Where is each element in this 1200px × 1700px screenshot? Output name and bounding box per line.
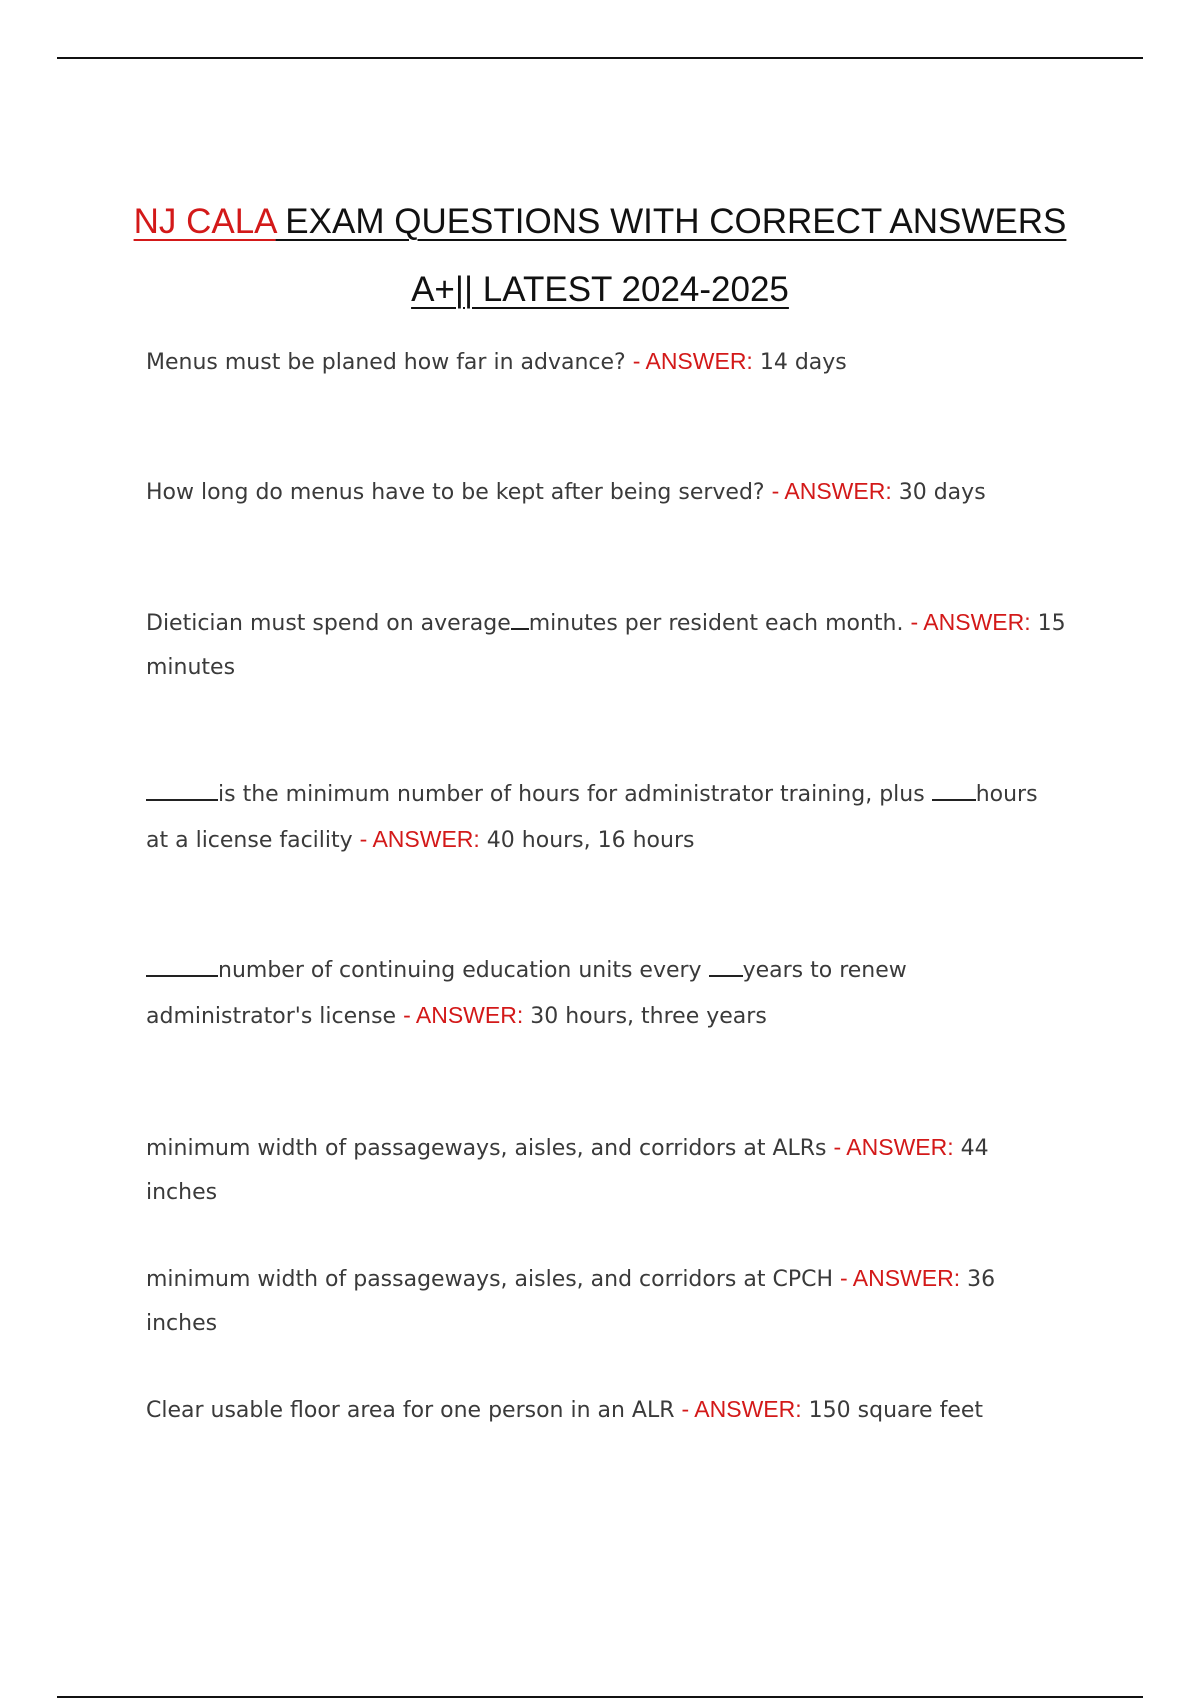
top-rule [57, 57, 1143, 59]
qa-item-1 [146, 339, 1066, 385]
qa-item-5 [146, 949, 1066, 1039]
answer-text: 44 inches [146, 1136, 989, 1205]
answer-label: - ANSWER: [681, 1396, 802, 1422]
qa-item-8 [146, 1387, 1066, 1433]
answer-text: 30 days [898, 480, 986, 505]
fill-blank [932, 781, 976, 801]
question-text: Menus must be planed how far in advance? [146, 350, 626, 375]
question-text-end: hours at a license facility [146, 782, 1038, 853]
answer-text: 14 days [759, 350, 847, 375]
qa-item-7 [146, 1256, 1066, 1346]
question-text-start: Dietician must spend on average [146, 611, 511, 636]
answer-label: - ANSWER: [771, 478, 892, 504]
qa-item-6 [146, 1125, 1066, 1215]
question-text-start: number of continuing education units every [218, 958, 709, 983]
document-title [100, 188, 1100, 324]
question-text: minimum width of passageways, aisles, and corridors at ALRs [146, 1136, 827, 1161]
qa-item-4 [146, 773, 1066, 863]
fill-blank [709, 957, 743, 977]
answer-text: 30 hours, three years [530, 1004, 767, 1029]
answer-label: - ANSWER: [359, 826, 480, 852]
answer-text: 15 minutes [146, 611, 1066, 680]
title-highlight: NJ CALA [133, 202, 276, 241]
question-text: How long do menus have to be kept after being served? [146, 480, 765, 505]
title-line-1 [100, 188, 1100, 256]
question-text-end: minutes per resident each month. [528, 611, 904, 636]
fill-blank [511, 610, 529, 630]
question-text: Clear usable floor area for one person in an ALR [146, 1398, 675, 1423]
answer-label: - ANSWER: [403, 1002, 524, 1028]
qa-item-3 [146, 600, 1066, 690]
question-text: minimum width of passageways, aisles, and corridors at CPCH [146, 1267, 833, 1292]
bottom-rule [57, 1696, 1143, 1698]
answer-text: 40 hours, 16 hours [486, 828, 695, 853]
title-line-2 [100, 256, 1100, 324]
answer-text: 150 square feet [808, 1398, 984, 1423]
answer-label: - ANSWER: [839, 1265, 961, 1291]
fill-blank [146, 957, 218, 977]
answer-text: 36 inches [146, 1267, 996, 1336]
question-text-end: years to renew administrator's license [146, 958, 907, 1029]
title-text: EXAM QUESTIONS WITH CORRECT ANSWERS [275, 202, 1067, 241]
title-subtitle: A+|| LATEST 2024-2025 [411, 270, 789, 309]
question-text-start: is the minimum number of hours for administrator training, plus [218, 782, 932, 807]
qa-item-2 [146, 469, 1066, 515]
answer-label: - ANSWER: [910, 609, 1031, 635]
answer-label: - ANSWER: [833, 1134, 954, 1160]
answer-label: - ANSWER: [632, 348, 753, 374]
fill-blank [146, 781, 218, 801]
